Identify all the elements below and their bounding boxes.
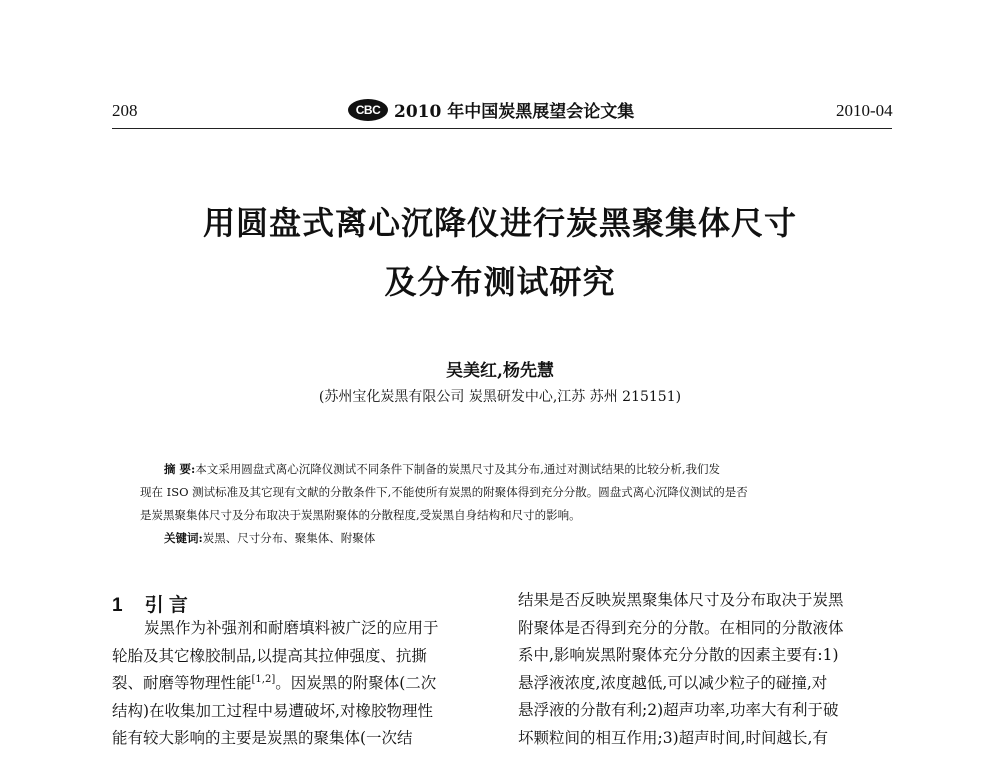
- body-line: 轮胎及其它橡胶制品,以提高其拉伸强度、抗撕: [112, 646, 427, 665]
- body-line: 悬浮液浓度,浓度越低,可以减少粒子的碰撞,对: [518, 673, 828, 692]
- abstract: [140, 458, 860, 550]
- body-line: 附聚体是否得到充分的分散。在相同的分散液体: [518, 618, 844, 637]
- keywords: [140, 527, 860, 550]
- authors: 吴美红,杨先慧: [446, 361, 554, 381]
- body-line: 系中,影响炭黑附聚体充分分散的因素主要有:1): [518, 646, 839, 665]
- body-line: 炭黑作为补强剂和耐磨填料被广泛的应用于: [144, 619, 439, 637]
- proceedings-title: 2010 年中国炭黑展望会论文集: [394, 102, 635, 122]
- section-number: 1: [112, 595, 123, 616]
- citation-ref: [1,2]: [251, 674, 276, 686]
- body-line: 结果是否反映炭黑聚集体尺寸及分布取决于炭黑: [518, 591, 844, 609]
- body-line: 能有较大影响的主要是炭黑的聚集体(一次结: [112, 729, 413, 748]
- abstract-line-1: 摘 要:本文采用圆盘式离心沉降仪测试不同条件下制备的炭黑尺寸及其分布,通过对测试结果的比较分析,我们发: [164, 462, 721, 476]
- paper-title-line-2: 及分布测试研究: [384, 263, 616, 301]
- keywords-text: 炭黑、尺寸分布、聚集体、附聚体: [202, 531, 376, 545]
- body-line: 裂、耐磨等物理性能[1,2]。因炭黑的附聚体(二次: [112, 674, 437, 693]
- affiliation: (苏州宝化炭黑有限公司 炭黑研发中心,江苏 苏州 215151): [318, 389, 682, 405]
- abstract-line-2: 现在 ISO 测试标准及其它现有文献的分散条件下,不能使所有炭黑的附聚体得到充分分散。圆盘式离心沉降仪测试的是否: [140, 485, 748, 499]
- header-rule: [112, 128, 892, 129]
- body-line: 结构)在收集加工过程中易遭破坏,对橡胶物理性: [112, 701, 433, 720]
- body-left-column: [112, 615, 482, 753]
- abstract-label: 摘 要:: [164, 462, 196, 476]
- abstract-line-3: 是炭黑聚集体尺寸及分布取决于炭黑附聚体的分散程度,受炭黑自身结构和尺寸的影响。: [140, 508, 581, 522]
- body-line: 坏颗粒间的相互作用;3)超声时间,时间越长,有: [518, 728, 828, 747]
- keywords-label: 关键词:: [164, 531, 203, 545]
- body-right-column: [518, 587, 896, 753]
- section-heading: [112, 590, 210, 617]
- paper-title-line-1: 用圆盘式离心沉降仪进行炭黑聚集体尺寸: [202, 204, 797, 242]
- page-number: 208: [112, 101, 138, 120]
- section-title: 引 言: [144, 595, 188, 616]
- issue-date: 2010-04: [836, 101, 893, 120]
- body-line: 悬浮液的分散有利;2)超声功率,功率大有利于破: [518, 701, 839, 720]
- running-header: [348, 97, 634, 122]
- cbc-logo: CBC: [348, 99, 388, 121]
